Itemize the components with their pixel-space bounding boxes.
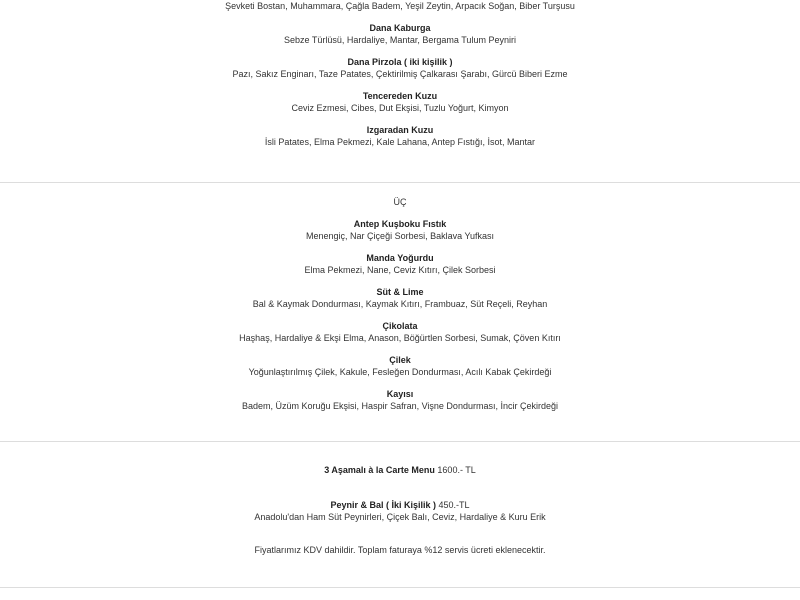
section-title: ÜÇ bbox=[393, 197, 407, 207]
dish-name: Tencereden Kuzu bbox=[362, 91, 438, 101]
dish-item bbox=[0, 354, 800, 388]
dish-item bbox=[0, 56, 800, 90]
dish-description: Menengiç, Nar Çiçeği Sorbesi, Baklava Yufkası bbox=[306, 231, 494, 241]
dish-item bbox=[0, 218, 800, 252]
dish-name: Izgaradan Kuzu bbox=[366, 125, 434, 135]
section-divider bbox=[0, 441, 800, 442]
dish-item bbox=[0, 388, 800, 422]
service-note: Fiyatlarımız KDV dahildir. Toplam faturaya %12 servis ücreti eklenecektir. bbox=[254, 545, 546, 555]
dish-name: Antep Kuşboku Fıstık bbox=[353, 219, 447, 229]
dessert-section bbox=[0, 218, 800, 422]
cheese-label: Peynir & Bal ( İki Kişilik ) bbox=[330, 500, 436, 510]
dish-description: Şevketi Bostan, Muhammara, Çağla Badem, Yeşil Zeytin, Arpacık Soğan, Biber Turşusu bbox=[225, 1, 575, 11]
dish-item bbox=[0, 90, 800, 124]
dish-description: Elma Pekmezi, Nane, Ceviz Kıtırı, Çilek Sorbesi bbox=[304, 265, 496, 275]
dish-description: Sebze Türlüsü, Hardaliye, Mantar, Bergama Tulum Peyniri bbox=[284, 35, 516, 45]
cheese-item bbox=[0, 499, 800, 523]
dish-item bbox=[0, 252, 800, 286]
dish-name: Çikolata bbox=[382, 321, 418, 331]
main-course-section bbox=[0, 0, 800, 158]
cheese-price: 450.-TL bbox=[438, 500, 470, 510]
cheese-description: Anadolu'dan Ham Süt Peynirleri, Çiçek Balı, Ceviz, Hardaliye & Kuru Erik bbox=[254, 512, 546, 522]
dish-item bbox=[0, 286, 800, 320]
alacarte-price: 1600.- TL bbox=[437, 465, 476, 475]
dish-name: Manda Yoğurdu bbox=[366, 253, 434, 263]
dish-description: Haşhaş, Hardaliye & Ekşi Elma, Anason, Böğürtlen Sorbesi, Sumak, Çöven Kıtırı bbox=[239, 333, 561, 343]
dish-item bbox=[0, 124, 800, 158]
dish-description: Ceviz Ezmesi, Cibes, Dut Ekşisi, Tuzlu Yoğurt, Kimyon bbox=[291, 103, 509, 113]
dish-name: Süt & Lime bbox=[376, 287, 424, 297]
dish-description: Yoğunlaştırılmış Çilek, Kakule, Fesleğen Dondurması, Acılı Kabak Çekirdeği bbox=[248, 367, 552, 377]
dish-description: Badem, Üzüm Koruğu Ekşisi, Haspir Safran, Vişne Dondurması, İncir Çekirdeği bbox=[242, 401, 558, 411]
dish-item bbox=[0, 0, 800, 22]
dish-name: Çilek bbox=[389, 355, 411, 365]
section-divider bbox=[0, 587, 800, 588]
section-divider bbox=[0, 182, 800, 183]
dish-description: İsli Patates, Elma Pekmezi, Kale Lahana, Antep Fıstığı, İsot, Mantar bbox=[264, 137, 536, 147]
alacarte-label: 3 Aşamalı à la Carte Menu bbox=[324, 465, 435, 475]
dish-name: Dana Pirzola ( iki kişilik ) bbox=[347, 57, 453, 67]
dish-item bbox=[0, 320, 800, 354]
dish-description: Pazı, Sakız Enginarı, Taze Patates, Çektirilmiş Çalkarası Şarabı, Gürcü Biberi Ezme bbox=[232, 69, 568, 79]
dish-name: Dana Kaburga bbox=[369, 23, 431, 33]
dish-name: Kayısı bbox=[386, 389, 414, 399]
alacarte-price-line bbox=[0, 464, 800, 476]
dish-item bbox=[0, 22, 800, 56]
dish-description: Bal & Kaymak Dondurması, Kaymak Kıtırı, Frambuaz, Süt Reçeli, Reyhan bbox=[252, 299, 548, 309]
